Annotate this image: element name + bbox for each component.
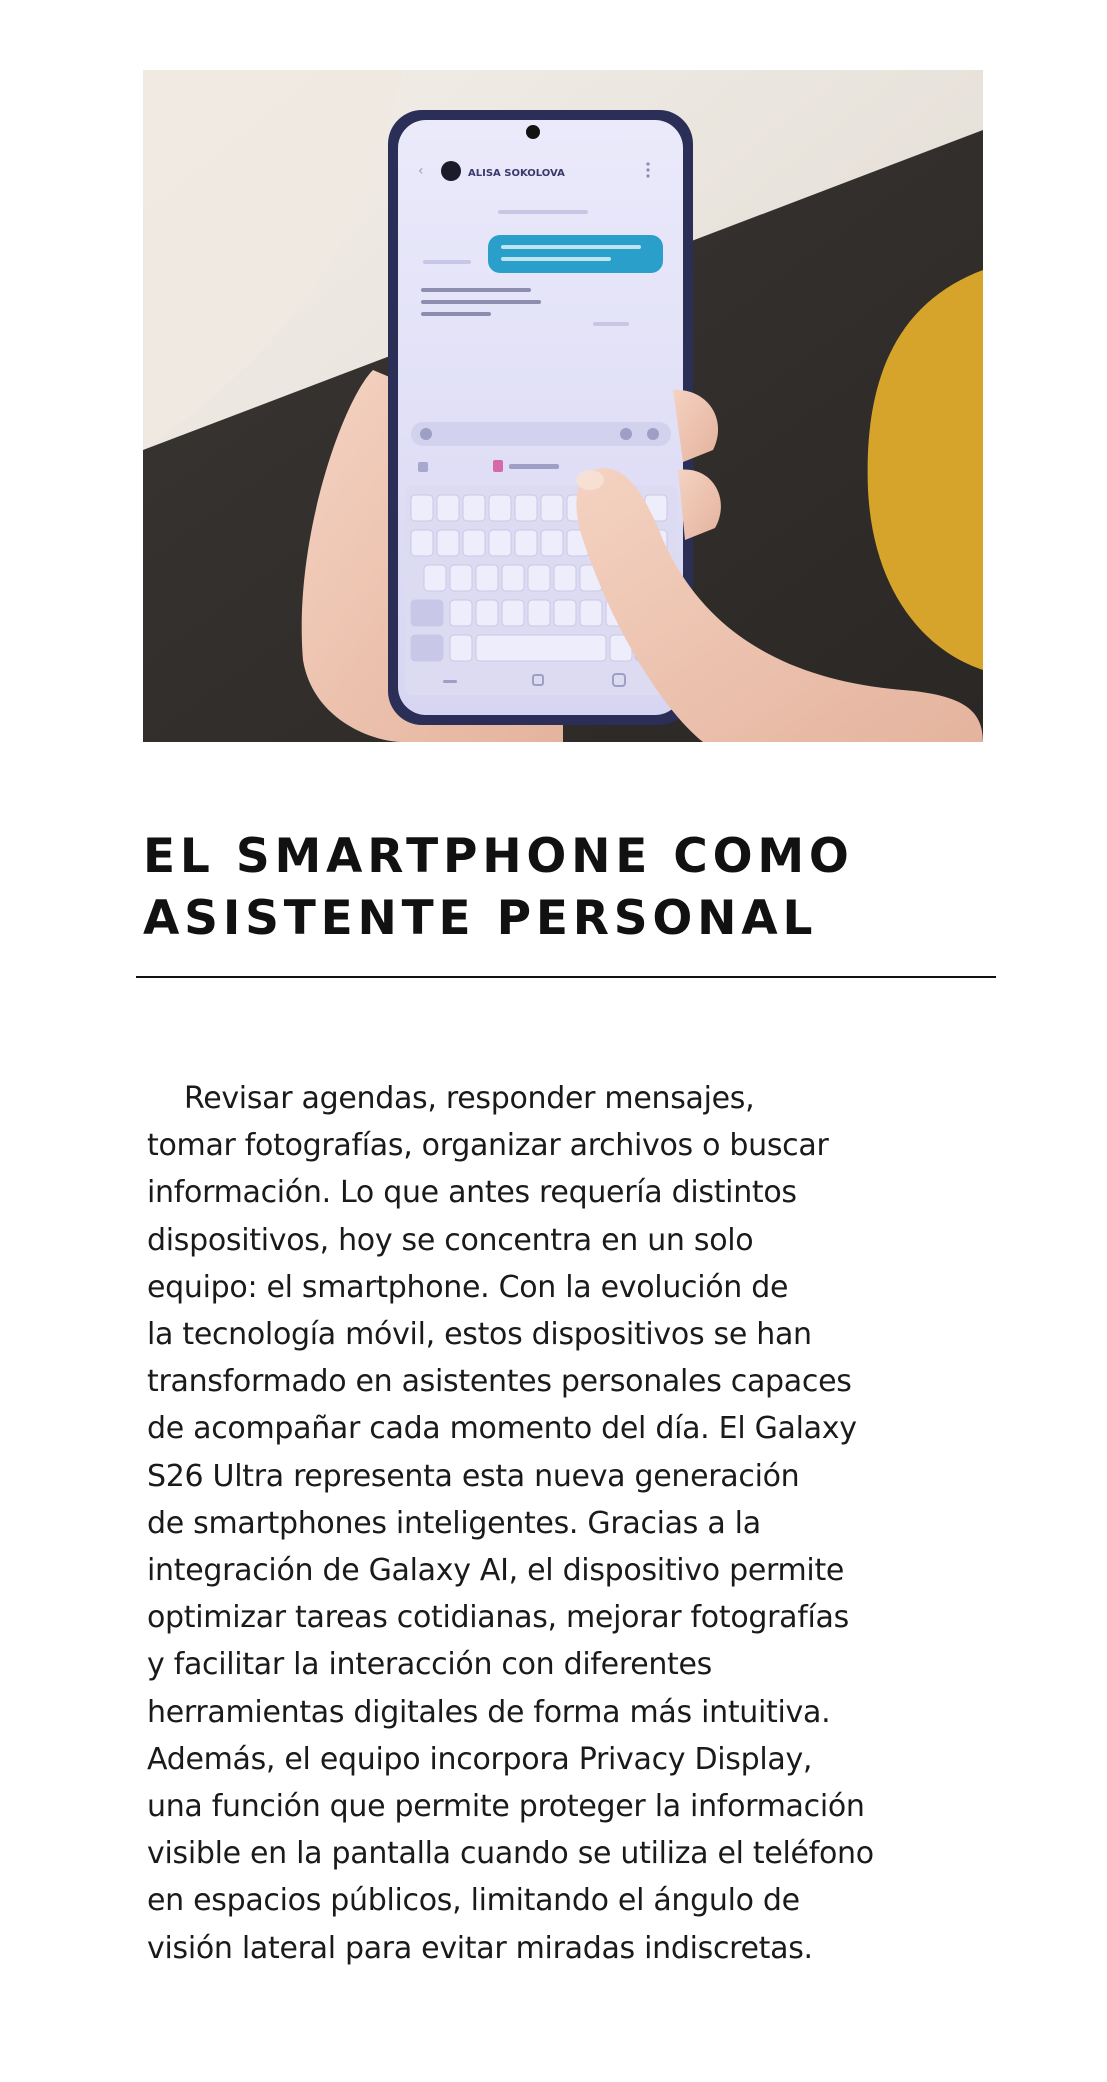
body-line: herramientas digitales de forma más intuitiva. [147,1694,831,1730]
body-line: visible en la pantalla cuando se utiliza el teléfono [147,1836,874,1872]
body-line: Revisar agendas, responder mensajes, [184,1081,755,1116]
body-line: información. Lo que antes requería distintos [147,1175,797,1211]
article-heading [143,826,1003,950]
body-line: equipo: el smartphone. Con la evolución de [147,1269,789,1305]
body-line: S26 Ultra representa esta nueva generación [147,1458,800,1494]
contact-avatar [441,161,461,181]
body-line: tomar fotografías, organizar archivos o buscar [147,1128,829,1164]
body-line: de acompañar cada momento del día. El Galaxy [147,1411,857,1447]
article-body [147,1075,1027,1972]
body-line: dispositivos, hoy se concentra en un solo [147,1222,754,1258]
body-line: de smartphones inteligentes. Gracias a la [147,1505,761,1541]
smartphone-hands-illustration [143,70,983,742]
article-photo [143,70,983,742]
body-line: transformado en asistentes personales capaces [147,1364,852,1400]
body-line: integración de Galaxy AI, el dispositivo permite [147,1553,845,1589]
svg-text:‹: ‹ [418,163,424,179]
body-line: optimizar tareas cotidianas, mejorar fotografías [147,1600,849,1636]
article-heading-line: EL SMARTPHONE COMO [143,829,854,884]
body-line: Además, el equipo incorpora Privacy Display, [147,1741,813,1777]
body-line: la tecnología móvil, estos dispositivos se han [147,1317,812,1353]
contact-name: ALISA SOKOLOVA [468,168,565,179]
camera-hole [526,125,540,139]
body-line: visión lateral para evitar miradas indiscretas. [147,1930,813,1966]
outgoing-message-bubble [488,235,663,273]
article-heading-line: ASISTENTE PERSONAL [143,891,818,946]
body-line: una función que permite proteger la información [147,1789,865,1825]
heading-divider [136,976,996,978]
body-line: y facilitar la interacción con diferentes [147,1647,713,1683]
body-line: en espacios públicos, limitando el ángulo de [147,1883,800,1919]
